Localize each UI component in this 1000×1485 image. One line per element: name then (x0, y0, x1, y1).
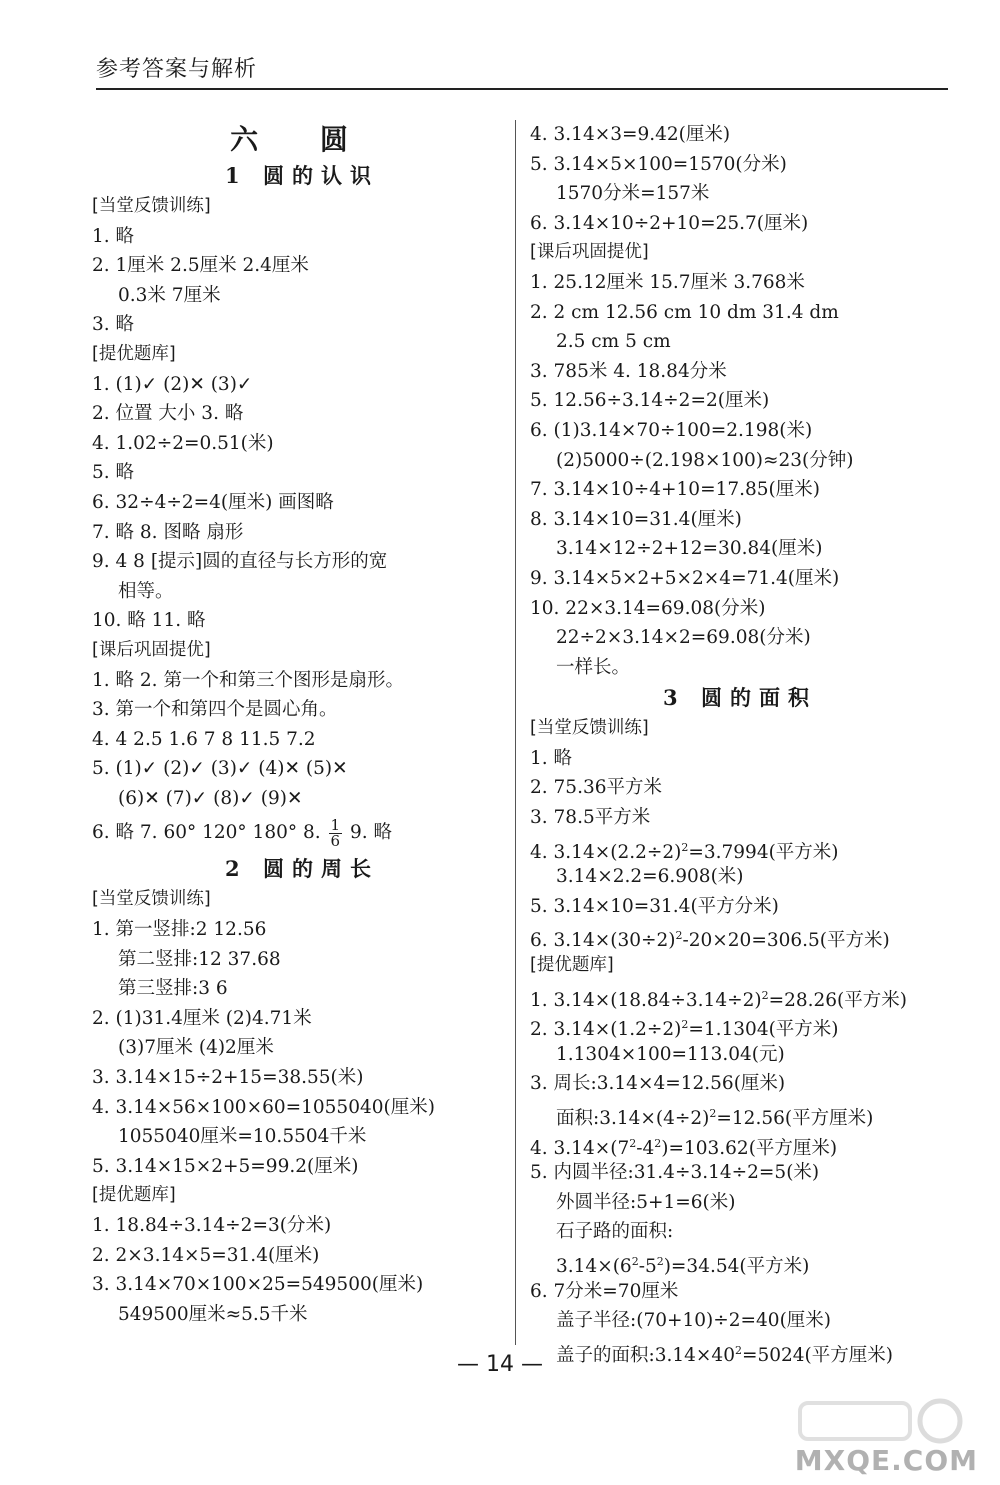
answer-line: 549500厘米≈5.5千米 (118, 1303, 308, 1325)
answer-line: 10. 略 11. 略 (92, 610, 206, 632)
answer-line: 4. 3.14×3=9.42(厘米) (530, 124, 731, 145)
answer-line: 1. (1)✓ (2)✕ (3)✓ (92, 373, 253, 395)
exponent: 2 (629, 1136, 637, 1150)
answer-line: (2)5000÷(2.198×100)≈23(分钟) (556, 449, 854, 471)
block-label: [提优题库] (92, 343, 176, 364)
answer-line: 6. (1)3.14×70÷100=2.198(米) (530, 419, 813, 441)
answer-line: 1. 18.84÷3.14÷2=3(分米) (92, 1215, 332, 1236)
answer-line: 9. 4 8 [提示]圆的直径与长方形的宽 (92, 551, 388, 573)
answer-line: 4. 3.14×56×100×60=1055040(厘米) (92, 1096, 435, 1118)
right-column (530, 120, 950, 1365)
answer-line: 10. 22×3.14=69.08(分米) (530, 597, 766, 619)
answer-line: 22÷2×3.14×2=69.08(分米) (556, 627, 811, 649)
answer-text: 6. 3.14×(30÷2) (530, 930, 676, 952)
answer-line: 5. (1)✓ (2)✓ (3)✓ (4)✕ (5)✕ (92, 758, 348, 780)
block-label: [当堂反馈训练] (530, 718, 649, 739)
answer-line: 6. 32÷4÷2=4(厘米) 画图略 (92, 491, 334, 513)
exponent: 2 (709, 1107, 717, 1120)
fraction-denominator: 6 (330, 831, 341, 850)
answer-line: 2. 位置 大小 3. 略 (92, 403, 244, 425)
answer-line: 2. 2 cm 12.56 cm 10 dm 31.4 dm (530, 301, 839, 323)
answer-text: 1. 3.14×(18.84÷3.14÷2) (530, 989, 762, 1011)
section-title-3: 3 圆的面积 (663, 685, 817, 711)
answer-line: 5. 内圆半径:31.4÷3.14÷2=5(米) (530, 1162, 820, 1184)
fraction-numerator: 1 (330, 815, 341, 834)
answer-text: 9. 略 (349, 822, 393, 844)
block-label: [提优题库] (92, 1185, 176, 1206)
answer-line: 3. 3.14×15÷2+15=38.55(米) (92, 1067, 364, 1089)
answer-line: 1. 略 2. 第一个和第三个图形是扇形。 (92, 669, 404, 691)
answer-line: 石子路的面积: (556, 1221, 674, 1243)
answer-line (530, 981, 950, 1011)
answer-text: 4. 3.14×(7 (530, 1137, 630, 1159)
answer-line (530, 833, 950, 863)
answer-line: 3.14×2.2=6.908(米) (556, 866, 744, 888)
left-column (92, 120, 512, 1329)
answer-line: 相等。 (118, 580, 174, 602)
exponent: 2 (734, 1343, 742, 1357)
column-divider (515, 120, 516, 1345)
answer-text: =5024(平方厘米) (741, 1344, 893, 1366)
answer-line: 2. 1厘米 2.5厘米 2.4厘米 (92, 255, 309, 277)
answer-line: 外圆半径:5+1=6(米) (556, 1191, 736, 1213)
exponent: 2 (656, 1254, 664, 1268)
answer-text: -5 (638, 1256, 657, 1278)
answer-line: 2.5 cm 5 cm (556, 331, 671, 353)
answer-line: 1. 第一竖排:2 12.56 (92, 919, 267, 941)
answer-line: 一样长。 (556, 656, 631, 678)
header-rule (96, 88, 948, 90)
answer-line (530, 1129, 950, 1159)
answer-line (530, 1099, 950, 1129)
section-title-1: 1 圆的认识 (225, 163, 379, 188)
answer-line: 第二竖排:12 37.68 (118, 948, 281, 970)
answer-line: 4. 4 2.5 1.6 7 8 11.5 7.2 (92, 728, 316, 750)
answer-text: =1.1304(平方米) (688, 1019, 839, 1041)
exponent: 2 (631, 1254, 639, 1268)
answer-line: (6)✕ (7)✓ (8)✓ (9)✕ (118, 787, 303, 809)
answer-line: 3.14×12÷2+12=30.84(厘米) (556, 538, 823, 560)
block-label: [课后巩固提优] (530, 242, 649, 263)
answer-line (530, 1010, 950, 1040)
block-label: [当堂反馈训练] (92, 196, 211, 216)
answer-text: 面积:3.14×(4÷2) (556, 1108, 710, 1130)
answer-text: 2. 3.14×(1.2÷2) (530, 1019, 682, 1041)
exponent: 2 (681, 1018, 689, 1032)
answer-line-fraction (92, 813, 512, 853)
page-number: — 14 — (457, 1352, 543, 1377)
answer-line: 4. 1.02÷2=0.51(米) (92, 432, 274, 454)
answer-text: 6. 略 7. 60° 120° 180° 8. (92, 822, 321, 844)
answer-line: 5. 12.56÷3.14÷2=2(厘米) (530, 390, 770, 412)
exponent: 2 (681, 840, 689, 854)
answer-line: 2. 75.36平方米 (530, 777, 662, 799)
answer-line: 1. 略 (92, 225, 135, 247)
chapter-title: 六 圆 (230, 123, 374, 156)
answer-line (530, 1247, 950, 1277)
watermark-site: MXQE.COM (794, 1444, 978, 1477)
answer-text: -20×20=306.5(平方米) (682, 930, 890, 952)
section-title-2: 2 圆的周长 (225, 856, 379, 882)
exponent: 2 (761, 988, 769, 1002)
answer-line: (3)7厘米 (4)2厘米 (118, 1037, 274, 1059)
answer-line: 6. 7分米=70厘米 (530, 1280, 679, 1302)
answer-line: 1. 25.12厘米 15.7厘米 3.768米 (530, 271, 805, 293)
fraction (329, 815, 343, 850)
answer-line: 2. (1)31.4厘米 (2)4.71米 (92, 1007, 312, 1029)
answer-line: 1.1304×100=113.04(元) (556, 1043, 785, 1065)
answer-text: 3.14×(6 (556, 1256, 632, 1278)
answer-line: 3. 第一个和第四个是圆心角。 (92, 699, 338, 721)
answer-line: 7. 3.14×10÷4+10=17.85(厘米) (530, 479, 820, 501)
answer-text: =3.7994(平方米) (688, 841, 839, 863)
answer-line: 3. 78.5平方米 (530, 807, 651, 829)
answer-line: 1570分米=157米 (556, 183, 710, 205)
block-label: [提优题库] (530, 955, 614, 976)
answer-line: 5. 3.14×10=31.4(平方分米) (530, 895, 779, 917)
answer-line: 1. 略 (530, 747, 573, 769)
answer-line: 6. 3.14×10÷2+10=25.7(厘米) (530, 212, 809, 234)
block-label: [课后巩固提优] (92, 639, 211, 660)
answer-line: 8. 3.14×10=31.4(厘米) (530, 508, 742, 530)
exponent: 2 (675, 929, 683, 943)
answer-line: 5. 3.14×5×100=1570(分米) (530, 153, 787, 175)
answer-line: 3. 略 (92, 314, 135, 336)
block-label: [当堂反馈训练] (92, 889, 211, 910)
answer-text: )=34.54(平方米) (663, 1256, 810, 1278)
answer-line: 5. 3.14×15×2+5=99.2(厘米) (92, 1155, 359, 1177)
answer-text: 4. 3.14×(2.2÷2) (530, 841, 682, 863)
answer-text: 盖子的面积:3.14×40 (556, 1344, 735, 1366)
answer-text: =12.56(平方厘米) (716, 1108, 874, 1130)
answer-text: =28.26(平方米) (768, 989, 907, 1011)
answer-line: 3. 785米 4. 18.84分米 (530, 360, 727, 382)
answer-line: 1055040厘米=10.5504千米 (118, 1126, 367, 1148)
answer-text: )=103.62(平方厘米) (661, 1137, 838, 1159)
answer-line: 3. 3.14×70×100×25=549500(厘米) (92, 1274, 424, 1296)
answer-line: 3. 周长:3.14×4=12.56(厘米) (530, 1073, 786, 1095)
answer-line: 7. 略 8. 图略 扇形 (92, 521, 244, 543)
answer-line: 2. 2×3.14×5=31.4(厘米) (92, 1244, 320, 1266)
answer-text: -4 (636, 1137, 655, 1159)
answer-line: 0.3米 7厘米 (118, 284, 221, 306)
answer-line: 第三竖排:3 6 (118, 978, 228, 1000)
header-title: 参考答案与解析 (96, 57, 258, 82)
answer-line (530, 921, 950, 951)
answer-line: 盖子半径:(70+10)÷2=40(厘米) (556, 1310, 831, 1332)
answer-line: 9. 3.14×5×2+5×2×4=71.4(厘米) (530, 567, 840, 589)
exponent: 2 (654, 1136, 662, 1150)
answer-line: 5. 略 (92, 462, 135, 484)
